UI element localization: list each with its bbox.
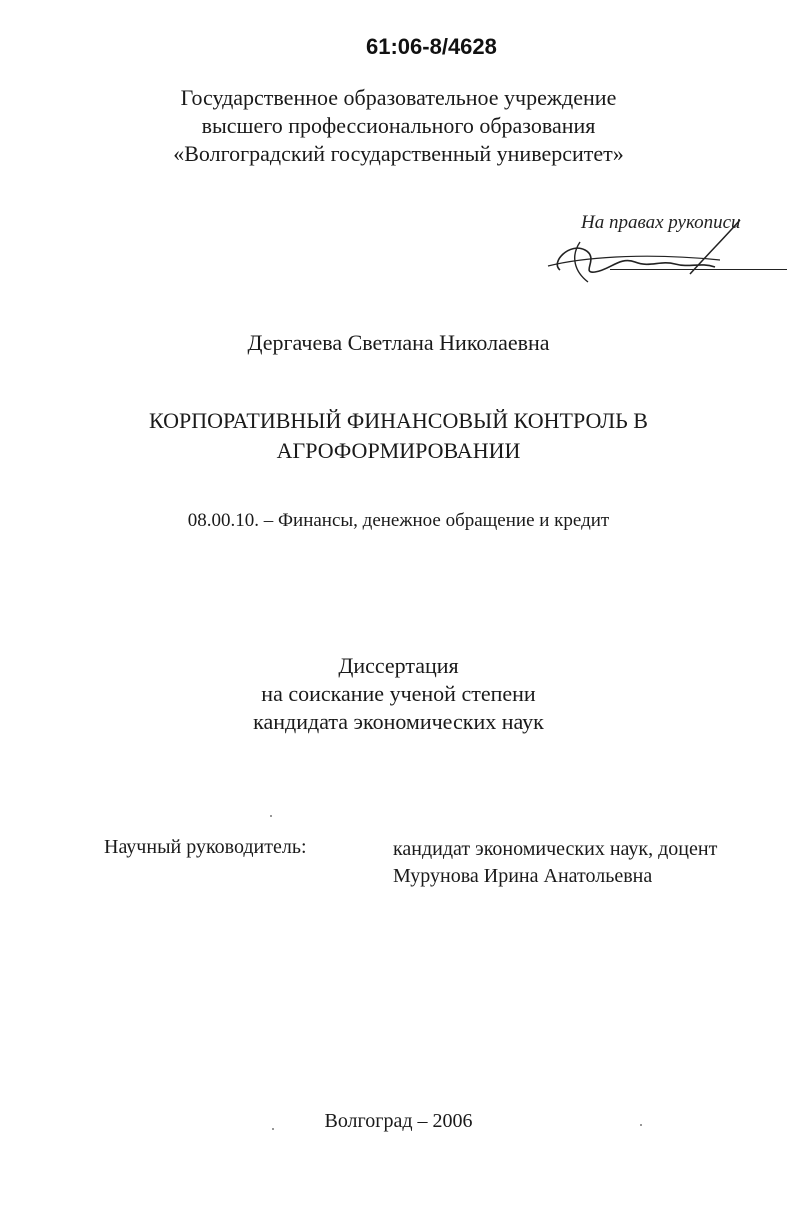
archive-stamp-number: 61:06-8/4628 [366, 34, 497, 59]
supervisor-degree: кандидат экономических наук, доцент [393, 838, 718, 860]
dissertation-line-2: на соискание ученой степени [261, 681, 536, 706]
city-year: Волгоград – 2006 [324, 1110, 473, 1132]
author-name: Дергачева Светлана Николаевна [247, 330, 550, 355]
scan-speck [270, 815, 272, 817]
dissertation-degree-block [0, 652, 797, 736]
institution-line-1: Государственное образовательное учреждение [180, 85, 617, 110]
signature-icon [540, 212, 780, 292]
supervisor-label: Научный руководитель: [104, 836, 307, 858]
dissertation-line-1: Диссертация [338, 653, 459, 678]
institution-line-3: «Волгоградский государственный университет» [173, 141, 624, 166]
supervisor-info [393, 836, 717, 890]
institution-block [0, 84, 797, 168]
institution-line-2: высшего профессионального образования [201, 113, 596, 138]
scan-speck [272, 1128, 274, 1130]
specialty-code: 08.00.10. – Финансы, денежное обращение и кредит [187, 510, 610, 531]
signature-line [610, 269, 787, 270]
dissertation-line-3: кандидата экономических наук [253, 709, 544, 734]
manuscript-rights-note: На правах рукописи [581, 212, 741, 233]
dissertation-title [0, 406, 797, 466]
title-line-2: АГРОФОРМИРОВАНИИ [276, 438, 521, 463]
title-line-1: КОРПОРАТИВНЫЙ ФИНАНСОВЫЙ КОНТРОЛЬ В [149, 408, 648, 433]
supervisor-name: Мурунова Ирина Анатольевна [393, 865, 653, 887]
scan-speck [640, 1124, 642, 1126]
